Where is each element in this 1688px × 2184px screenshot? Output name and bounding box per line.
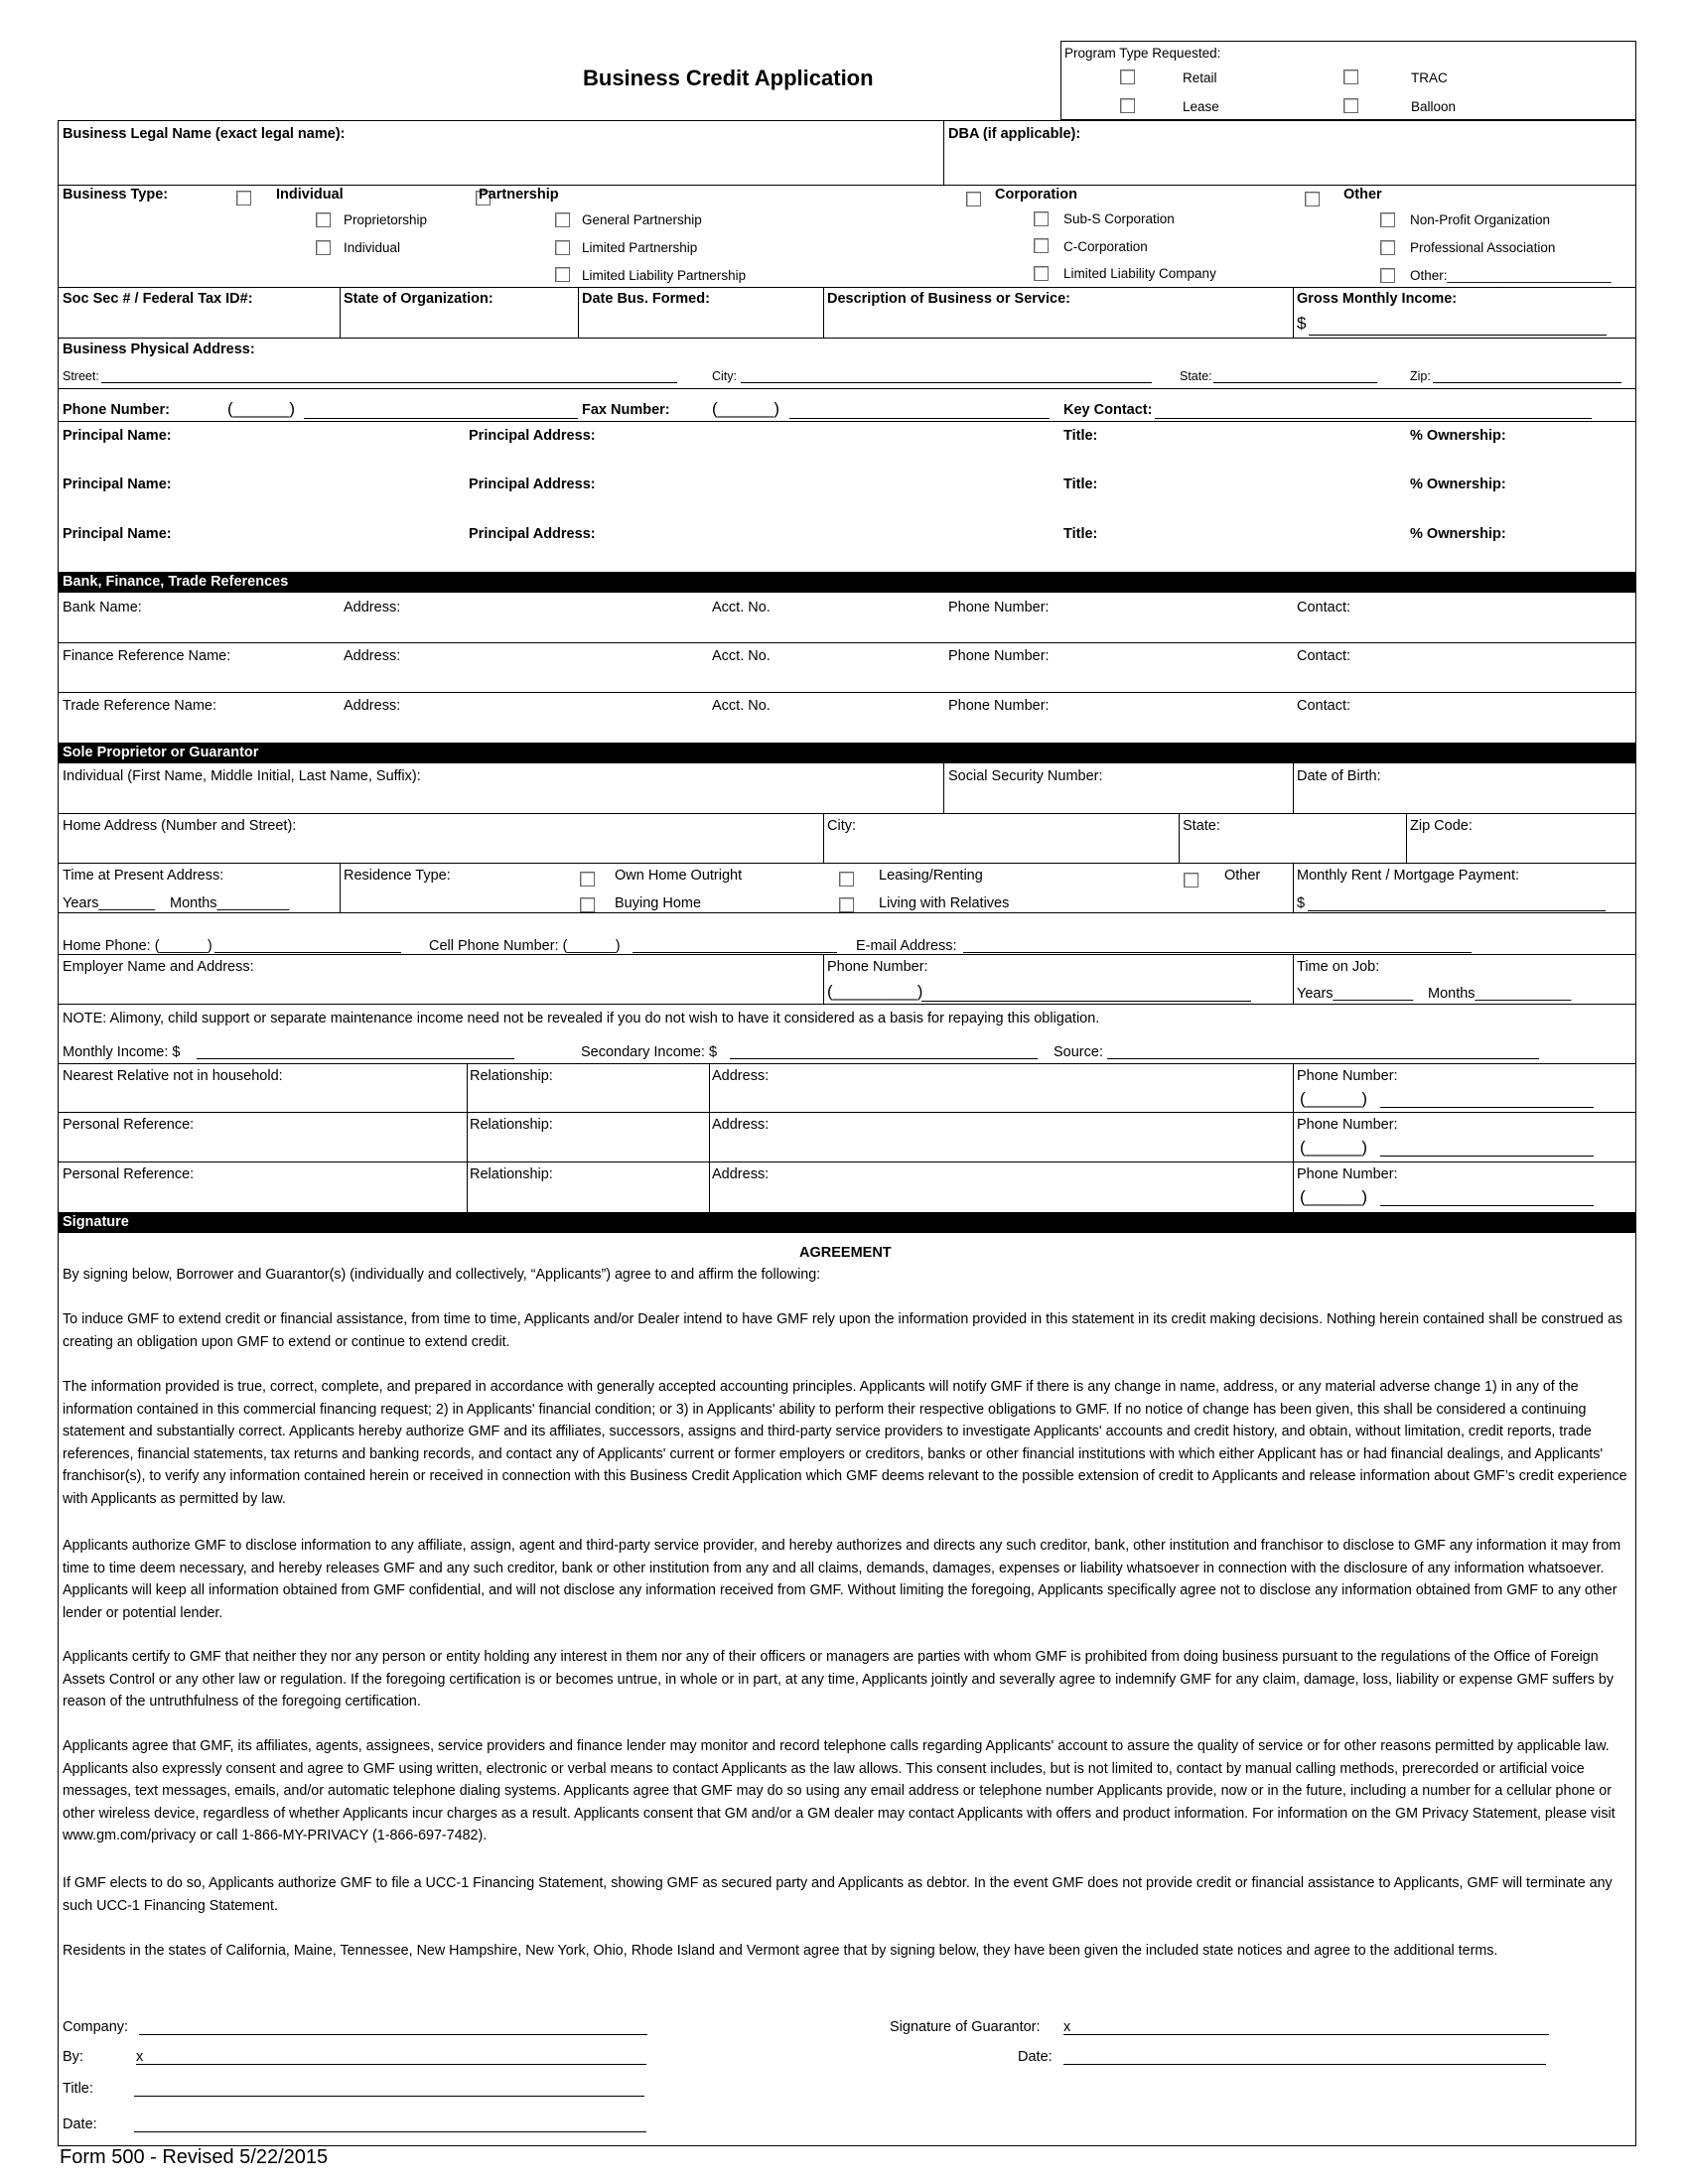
by-x: x	[136, 2049, 144, 2065]
divider	[1293, 863, 1294, 912]
rule	[58, 1112, 1636, 1113]
dba-label: DBA (if applicable):	[948, 126, 1081, 142]
general-partnership-checkbox[interactable]	[555, 212, 570, 227]
personal-ref-address-label: Address:	[712, 1117, 770, 1133]
principal-title-label: Title:	[1063, 428, 1098, 444]
form-revision: Form 500 - Revised 5/22/2015	[60, 2146, 329, 2168]
trac-label: TRAC	[1411, 70, 1448, 85]
personal-ref-phone-area: (______)	[1300, 1187, 1368, 1206]
lease-label: Lease	[1183, 99, 1219, 114]
description-label: Description of Business or Service:	[827, 291, 1070, 307]
general-partnership-label: General Partnership	[582, 212, 702, 227]
guarantor-signature-label: Signature of Guarantor:	[890, 2019, 1041, 2035]
bank-address-label: Address:	[344, 600, 401, 615]
phone-field[interactable]	[304, 418, 578, 419]
other-type-label: Other	[1343, 187, 1382, 203]
personal-ref-address-label: Address:	[712, 1166, 770, 1182]
frame-right	[1635, 120, 1636, 2146]
llp-checkbox[interactable]	[555, 267, 570, 282]
state-org-label: State of Organization:	[344, 291, 493, 307]
other-sub-label: Other:______________________	[1410, 268, 1612, 283]
divider	[1293, 1063, 1294, 1212]
dob-label: Date of Birth:	[1297, 768, 1381, 784]
guarantor-individual-label: Individual (First Name, Middle Initial, Last Name, Suffix):	[63, 768, 421, 784]
professional-checkbox[interactable]	[1380, 240, 1395, 255]
relative-phone-area: (______)	[1300, 1089, 1368, 1108]
monthly-rent-label: Monthly Rent / Mortgage Payment:	[1297, 868, 1520, 884]
own-home-checkbox[interactable]	[580, 872, 595, 887]
relationship-label: Relationship:	[470, 1117, 553, 1133]
job-years-field[interactable]: Years__________	[1297, 986, 1414, 1002]
agreement-paragraph: Applicants authorize GMF to disclose information to any affiliate, assign, agent and third-party service provider, and hereby authorizes and directs any such creditor, bank, other institution and franchisor to disclose to GMF any information it may from time to time deem necessary, and hereby releases GMF and any such creditor, bank or other institution from any and all claims, demands, damages, expenses or liability whatsoever in connection with the disclosure of any information whatsoever. Applicants will keep all information obtained from GMF confidential, and will not disclose any information received from GMF. Without limiting the foregoing, Applicants specifically agree not to disclose any information obtained from GMF to any other lender or potential lender.	[63, 1538, 1621, 1621]
rent-dollar: $	[1297, 895, 1306, 911]
rule	[58, 1161, 1636, 1162]
agreement-paragraph: The information provided is true, correct, complete, and prepared in accordance with generally accepted accounting principles. Applicants will notify GMF if there is any change in name, address, or any material adverse change 1) in any of the information contained in this commercial financing request; 2) in Applicants' financial condition; or 3) in Applicants' ability to perform their respective obligations to GMF. If no notice of change has been given, this shall be considered a continuing statement and substantially correct. Applicants hereby authorize GMF and its affiliates, successors, assigns and third-party service providers to investigate Applicants' accounts and credit history, and obtain, without limitation, credit reports, trade references, financial statements, tax returns and banking records, and contact any of Applicants' current or former employers or creditors, banks or other financial institutions with which either Applicant has or had financial dealings, and Applicants' franchisor(s), to verify any information contained herein or received in connection with this Business Credit Application which GMF deems relevant to the possible extension of credit to Applicants and release information about GMF’s credit experience with Applicants as permitted by law.	[63, 1379, 1627, 1507]
divider	[578, 287, 579, 339]
balloon-checkbox[interactable]	[1343, 98, 1358, 113]
bank-contact-label: Contact:	[1297, 600, 1350, 615]
zip-label: Zip:	[1410, 369, 1431, 383]
trade-address-label: Address:	[344, 698, 401, 714]
own-home-label: Own Home Outright	[615, 868, 743, 884]
trade-phone-label: Phone Number:	[948, 698, 1050, 714]
retail-label: Retail	[1183, 70, 1217, 85]
divider	[823, 813, 824, 863]
relative-phone-label: Phone Number:	[1297, 1068, 1398, 1084]
relationship-label: Relationship:	[470, 1166, 553, 1182]
personal-ref-phone-field[interactable]	[1380, 1156, 1594, 1157]
c-corp-label: C-Corporation	[1063, 239, 1148, 254]
corporation-checkbox[interactable]	[966, 192, 981, 206]
fax-field[interactable]	[789, 418, 1050, 419]
home-phone-label: Home Phone: (______)	[63, 938, 212, 954]
principal-name-label: Principal Name:	[63, 477, 172, 492]
guarantor-signature-field[interactable]	[1063, 2034, 1549, 2035]
guarantor-header: Sole Proprietor or Guarantor	[58, 743, 1636, 763]
personal-ref-phone-field[interactable]	[1380, 1205, 1594, 1206]
references-header: Bank, Finance, Trade References	[58, 572, 1636, 593]
finance-acct-label: Acct. No.	[712, 648, 771, 664]
secondary-income-label: Secondary Income: $	[581, 1044, 718, 1060]
trade-name-label: Trade Reference Name:	[63, 698, 217, 714]
divider	[823, 287, 824, 339]
divider	[1293, 763, 1294, 813]
trac-checkbox[interactable]	[1343, 69, 1358, 84]
email-label: E-mail Address:	[856, 938, 957, 954]
divider	[943, 763, 944, 813]
monthly-income-label: Monthly Income: $	[63, 1044, 181, 1060]
divider	[1406, 813, 1407, 863]
date-formed-label: Date Bus. Formed:	[582, 291, 710, 307]
home-phone-field[interactable]	[214, 952, 401, 953]
time-job-label: Time on Job:	[1297, 959, 1380, 975]
principal-name-label: Principal Name:	[63, 428, 172, 444]
finance-name-label: Finance Reference Name:	[63, 648, 231, 664]
alimony-note: NOTE: Alimony, child support or separate maintenance income need not be revealed if you do not wish to have it considered as a basis for repaying this obligation.	[63, 1011, 1100, 1026]
proprietorship-checkbox[interactable]	[316, 212, 331, 227]
gross-income-dollar: $	[1297, 314, 1307, 333]
divider	[340, 863, 341, 912]
rule	[58, 692, 1636, 693]
other-type-checkbox[interactable]	[1305, 192, 1320, 206]
agreement-paragraph: If GMF elects to do so, Applicants authorize GMF to file a UCC-1 Financing Statement, showing GMF as secured party and Applicants as debtor. In the event GMF does not provide credit or financial assistance to Applicants, GMF will terminate any such UCC-1 Financing Statement.	[63, 1875, 1613, 1914]
gross-income-label: Gross Monthly Income:	[1297, 291, 1458, 307]
principal-address-label: Principal Address:	[469, 428, 596, 444]
buying-home-checkbox[interactable]	[580, 897, 595, 912]
principal-ownership-label: % Ownership:	[1410, 526, 1506, 542]
legal-name-label: Business Legal Name (exact legal name):	[63, 126, 346, 142]
city-field[interactable]	[741, 382, 1152, 383]
date-field[interactable]	[134, 2131, 646, 2132]
street-label: Street:	[63, 369, 99, 383]
non-profit-label: Non-Profit Organization	[1410, 212, 1551, 227]
rule	[58, 1063, 1636, 1064]
rule	[58, 388, 1636, 389]
residence-other-label: Other	[1224, 868, 1261, 884]
guarantor-signature-x: x	[1063, 2019, 1071, 2035]
residence-type-label: Residence Type:	[344, 868, 451, 884]
limited-partnership-checkbox[interactable]	[555, 240, 570, 255]
by-field[interactable]	[136, 2064, 646, 2065]
proprietorship-label: Proprietorship	[344, 212, 428, 227]
divider	[467, 1063, 468, 1212]
divider	[943, 120, 944, 186]
employer-phone-area: (_________)	[827, 982, 923, 1001]
phone-area: (______)	[227, 399, 296, 418]
leasing-checkbox[interactable]	[839, 872, 854, 887]
date-label: Date:	[63, 2116, 97, 2132]
principal-title-label: Title:	[1063, 477, 1098, 492]
individual-sub-label: Individual	[344, 240, 401, 255]
fax-area: (______)	[712, 399, 780, 418]
city-label: City:	[712, 369, 737, 383]
c-corp-checkbox[interactable]	[1034, 238, 1049, 253]
agreement-paragraph: Residents in the states of California, Maine, Tennessee, New Hampshire, New York, Ohio, Rhode Island and Vermont agree that by signing below, they have been given the included state notices and agree to the additional terms.	[63, 1943, 1498, 1959]
personal-ref-phone-label: Phone Number:	[1297, 1117, 1398, 1133]
phone-label: Phone Number:	[63, 402, 170, 418]
street-field[interactable]	[101, 382, 677, 383]
buying-home-label: Buying Home	[615, 895, 702, 911]
individual-checkbox[interactable]	[236, 191, 251, 205]
key-contact-field[interactable]	[1155, 418, 1592, 419]
retail-checkbox[interactable]	[1120, 69, 1135, 84]
personal-ref-label: Personal Reference:	[63, 1166, 195, 1182]
divider	[1179, 813, 1180, 863]
agreement-paragraph: To induce GMF to extend credit or financial assistance, from time to time, Applicants and/or Dealer intend to have GMF rely upon the information provided in this statement in its credit making decisions. Nothing herein contained shall be construed as creating an obligation upon GMF to extend or continue to extend credit.	[63, 1311, 1623, 1350]
employer-label: Employer Name and Address:	[63, 959, 254, 975]
cell-phone-label: Cell Phone Number: (______)	[429, 938, 621, 954]
llc-checkbox[interactable]	[1034, 266, 1049, 281]
divider	[823, 954, 824, 1004]
relative-address-label: Address:	[712, 1068, 770, 1084]
individual-sub-checkbox[interactable]	[316, 240, 331, 255]
guarantor-date-field[interactable]	[1063, 2064, 1546, 2065]
rule	[58, 813, 1636, 814]
finance-address-label: Address:	[344, 648, 401, 664]
state-label: State:	[1180, 369, 1212, 383]
by-label: By:	[63, 2049, 83, 2065]
rule	[58, 954, 1636, 955]
principal-name-label: Principal Name:	[63, 526, 172, 542]
rule	[58, 642, 1636, 643]
employer-phone-field[interactable]	[921, 1001, 1251, 1002]
personal-ref-phone-area: (______)	[1300, 1138, 1368, 1157]
guarantor-city-label: City:	[827, 818, 856, 834]
personal-ref-label: Personal Reference:	[63, 1117, 195, 1133]
living-relatives-checkbox[interactable]	[839, 897, 854, 912]
partnership-label: Partnership	[479, 187, 559, 203]
company-field[interactable]	[139, 2034, 647, 2035]
time-present-label: Time at Present Address:	[63, 868, 224, 884]
key-contact-label: Key Contact:	[1063, 402, 1153, 418]
page-title: Business Credit Application	[583, 66, 874, 90]
years-field[interactable]: Years_______	[63, 895, 155, 911]
secondary-income-field[interactable]	[730, 1058, 1038, 1059]
divider	[1293, 287, 1294, 339]
agreement-paragraph: Applicants certify to GMF that neither they nor any person or entity holding any interest in them nor any of their officers or managers are parties with whom GMF is prohibited from doing business pursuant to the regulations of the Office of Foreign Assets Control or any other law or regulation. If the foregoing certification is or becomes untrue, in whole or in part, at any time, Applicants jointly and severally agree to indemnify GMF for any claim, damage, loss, liability or expense GMF suffers by reason of the untruthfulness of the foregoing certification.	[63, 1649, 1615, 1710]
lease-checkbox[interactable]	[1120, 98, 1135, 113]
months-field[interactable]: Months_________	[170, 895, 290, 911]
relationship-label: Relationship:	[470, 1068, 553, 1084]
individual-label: Individual	[276, 187, 344, 203]
agreement-intro: By signing below, Borrower and Guarantor(s) (individually and collectively, “Applicants”) agree to and affirm the following:	[63, 1267, 821, 1283]
source-field[interactable]	[1107, 1058, 1539, 1059]
principal-title-label: Title:	[1063, 526, 1098, 542]
personal-ref-phone-label: Phone Number:	[1297, 1166, 1398, 1182]
rule	[58, 185, 1636, 186]
divider	[709, 1063, 710, 1212]
rent-field[interactable]	[1308, 910, 1606, 911]
corporation-label: Corporation	[995, 187, 1077, 203]
source-label: Source:	[1054, 1044, 1103, 1060]
ssn-label: Social Security Number:	[948, 768, 1103, 784]
rule	[58, 421, 1636, 422]
nearest-relative-label: Nearest Relative not in household:	[63, 1068, 283, 1084]
email-field[interactable]	[963, 952, 1472, 953]
non-profit-checkbox[interactable]	[1380, 212, 1395, 227]
monthly-income-field[interactable]	[197, 1058, 514, 1059]
company-label: Company:	[63, 2019, 129, 2035]
residence-other-checkbox[interactable]	[1184, 873, 1198, 887]
principal-address-label: Principal Address:	[469, 526, 596, 542]
principal-ownership-label: % Ownership:	[1410, 477, 1506, 492]
gross-income-field[interactable]	[1309, 335, 1607, 336]
other-sub-checkbox[interactable]	[1380, 268, 1395, 283]
bank-acct-label: Acct. No.	[712, 600, 771, 615]
rule	[58, 863, 1636, 864]
frame-left	[58, 120, 59, 2146]
guarantor-date-label: Date:	[1018, 2049, 1053, 2065]
employer-phone-label: Phone Number:	[827, 959, 928, 975]
title-label: Title:	[63, 2081, 93, 2097]
job-months-field[interactable]: Months____________	[1428, 986, 1572, 1002]
bank-name-label: Bank Name:	[63, 600, 142, 615]
professional-label: Professional Association	[1410, 240, 1556, 255]
rule	[58, 1004, 1636, 1005]
program-type-label: Program Type Requested:	[1064, 46, 1221, 61]
sub-s-checkbox[interactable]	[1034, 211, 1049, 226]
bank-phone-label: Phone Number:	[948, 600, 1050, 615]
llp-label: Limited Liability Partnership	[582, 268, 747, 283]
rule	[58, 287, 1636, 288]
divider	[340, 287, 341, 339]
balloon-label: Balloon	[1411, 99, 1457, 114]
sub-s-label: Sub-S Corporation	[1063, 211, 1175, 226]
cell-phone-field[interactable]	[633, 952, 837, 953]
agreement-title: AGREEMENT	[799, 1245, 892, 1261]
tax-id-label: Soc Sec # / Federal Tax ID#:	[63, 291, 253, 307]
trade-acct-label: Acct. No.	[712, 698, 771, 714]
agreement-paragraph: Applicants agree that GMF, its affiliates, agents, assignees, service providers and finance lender may monitor and record telephone calls regarding Applicants' account to assure the quality of service or for other reasons permitted by applicable law. Applicants also expressly consent and agree to GMF using written, electronic or verbal means to contact Applicants as the law allows. This consent includes, but is not limited to, contact by manual calling methods, prerecorded or artificial voice messages, text messages, emails, and/or automatic telephone dialing systems. Applicants agree that GMF may do so using any email address or telephone number Applicants provide, now or in the future, including a number for a cellular phone or other wireless device, regardless of whether Applicants incur charges as a result. Applicants consent that GM and/or a GM dealer may contact Applicants with offers and product information. For information on the GM Privacy Statement, please visit www.gm.com/privacy or call 1-866-MY-PRIVACY (1-866-697-7482).	[63, 1738, 1616, 1844]
living-relatives-label: Living with Relatives	[879, 895, 1010, 911]
principal-address-label: Principal Address:	[469, 477, 596, 492]
rule	[58, 120, 1636, 121]
rule	[58, 912, 1636, 913]
divider	[1293, 954, 1294, 1004]
llc-label: Limited Liability Company	[1063, 266, 1216, 281]
guarantor-state-label: State:	[1183, 818, 1220, 834]
home-address-label: Home Address (Number and Street):	[63, 818, 297, 834]
limited-partnership-label: Limited Partnership	[582, 240, 698, 255]
signature-header: Signature	[58, 1212, 1636, 1233]
title-field[interactable]	[134, 2096, 644, 2097]
principal-ownership-label: % Ownership:	[1410, 428, 1506, 444]
leasing-label: Leasing/Renting	[879, 868, 983, 884]
business-type-label: Business Type:	[63, 187, 169, 203]
finance-contact-label: Contact:	[1297, 648, 1350, 664]
relative-phone-field[interactable]	[1380, 1107, 1594, 1108]
rule	[58, 338, 1636, 339]
zip-field[interactable]	[1433, 382, 1621, 383]
guarantor-zip-label: Zip Code:	[1410, 818, 1473, 834]
fax-label: Fax Number:	[582, 402, 670, 418]
physical-address-label: Business Physical Address:	[63, 341, 255, 357]
finance-phone-label: Phone Number:	[948, 648, 1050, 664]
trade-contact-label: Contact:	[1297, 698, 1350, 714]
state-field[interactable]	[1213, 382, 1377, 383]
